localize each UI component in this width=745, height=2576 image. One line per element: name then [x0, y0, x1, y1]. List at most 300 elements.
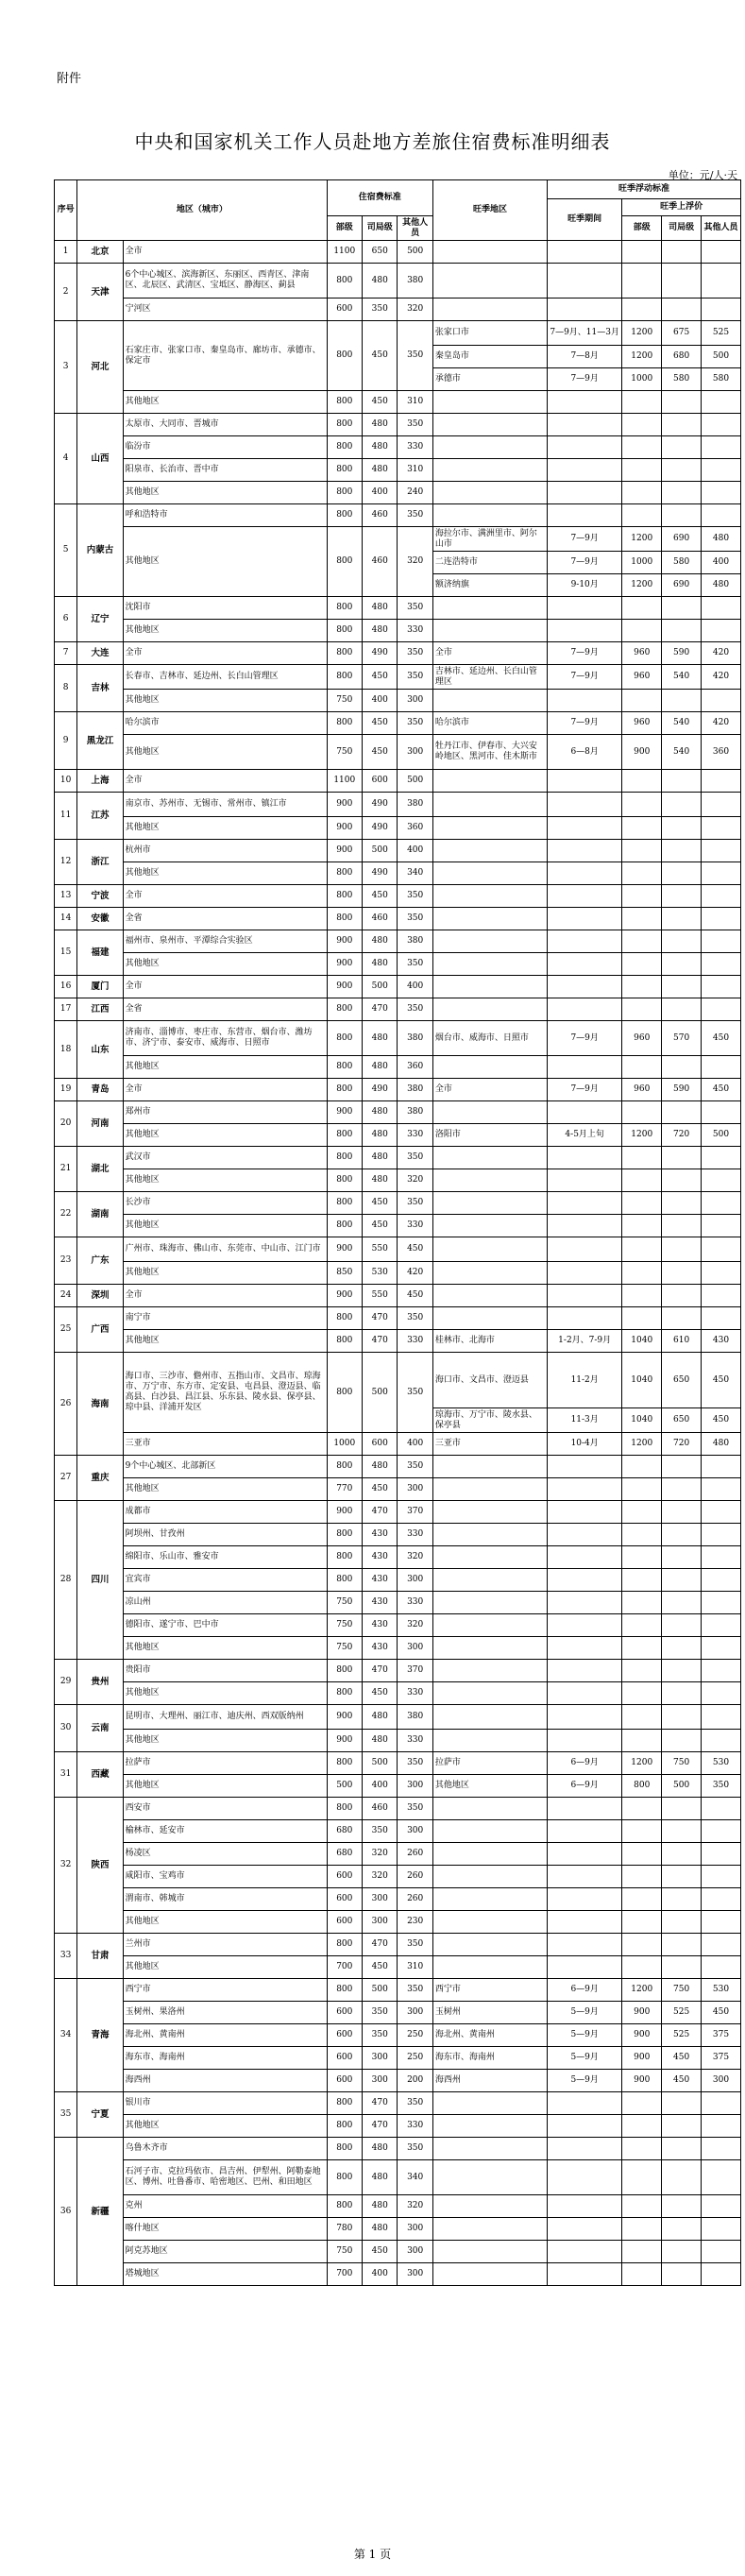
peak-bureau-rate-cell: 540: [662, 665, 702, 690]
peak-minister-rate-cell: [622, 793, 662, 817]
area-cell: 其他地区: [123, 620, 327, 642]
other-rate-cell: 260: [398, 1843, 432, 1866]
peak-bureau-rate-cell: [662, 1262, 702, 1285]
bureau-rate-cell: 450: [363, 2241, 398, 2263]
peak-region-cell: [432, 2218, 547, 2241]
area-cell: 其他地区: [123, 1262, 327, 1285]
peak-period-cell: [548, 1546, 622, 1569]
peak-other-rate-cell: 350: [702, 1775, 741, 1798]
bureau-rate-cell: 480: [363, 1021, 398, 1056]
peak-period-cell: 7—9月: [548, 368, 622, 391]
peak-other-rate-cell: [702, 1169, 741, 1192]
peak-bureau-rate-cell: [662, 930, 702, 953]
peak-period-cell: 7—9月: [548, 552, 622, 574]
peak-bureau-rate-cell: [662, 2092, 702, 2115]
peak-region-cell: [432, 1637, 547, 1660]
bureau-rate-cell: 480: [363, 2160, 398, 2195]
table-row: [55, 1934, 741, 1956]
peak-minister-rate-cell: [622, 1660, 662, 1682]
peak-period-cell: [548, 1215, 622, 1237]
peak-bureau-rate-cell: [662, 908, 702, 930]
minister-rate-cell: 800: [327, 1124, 362, 1147]
peak-period-cell: [548, 2263, 622, 2286]
peak-other-rate-cell: [702, 770, 741, 793]
table-row: [55, 1262, 741, 1285]
minister-rate-cell: 750: [327, 2241, 362, 2263]
area-cell: 银川市: [123, 2092, 327, 2115]
table-row: [55, 1124, 741, 1147]
peak-other-rate-cell: [702, 299, 741, 321]
peak-period-cell: [548, 998, 622, 1021]
peak-minister-rate-cell: [622, 1456, 662, 1478]
peak-period-cell: 5—9月: [548, 2047, 622, 2070]
area-cell: 全市: [123, 1079, 327, 1101]
bureau-rate-cell: 480: [363, 2195, 398, 2218]
other-rate-cell: 330: [398, 1524, 432, 1546]
seq-cell: 22: [55, 1192, 77, 1237]
peak-period-cell: [548, 1169, 622, 1192]
peak-period-cell: 5—9月: [548, 2070, 622, 2092]
peak-minister-rate-cell: [622, 1934, 662, 1956]
peak-bureau-rate-cell: 540: [662, 735, 702, 770]
table-row: [55, 241, 741, 264]
peak-bureau-rate-cell: [662, 840, 702, 862]
seq-cell: 18: [55, 1021, 77, 1079]
peak-other-rate-cell: 500: [702, 346, 741, 368]
table-row: [55, 2002, 741, 2024]
seq-cell: 5: [55, 504, 77, 597]
other-rate-cell: 380: [398, 930, 432, 953]
other-rate-cell: 300: [398, 2218, 432, 2241]
peak-period-cell: [548, 241, 622, 264]
peak-other-rate-cell: [702, 1614, 741, 1637]
bureau-rate-cell: 530: [363, 1262, 398, 1285]
peak-other-rate-cell: 530: [702, 1979, 741, 2002]
peak-other-rate-cell: 400: [702, 552, 741, 574]
peak-other-rate-cell: [702, 459, 741, 482]
peak-region-cell: [432, 482, 547, 504]
peak-other-rate-cell: [702, 1730, 741, 1752]
area-cell: 其他地区: [123, 735, 327, 770]
table-row: [55, 1888, 741, 1911]
table-row: [55, 620, 741, 642]
other-rate-cell: 200: [398, 2070, 432, 2092]
seq-cell: 31: [55, 1752, 77, 1798]
other-rate-cell: 250: [398, 2024, 432, 2047]
bureau-rate-cell: 650: [363, 241, 398, 264]
peak-region-cell: [432, 1843, 547, 1866]
peak-minister-rate-cell: [622, 1169, 662, 1192]
peak-region-cell: 秦皇岛市: [432, 346, 547, 368]
other-rate-cell: 340: [398, 862, 432, 885]
seq-cell: 32: [55, 1798, 77, 1934]
peak-other-rate-cell: [702, 620, 741, 642]
peak-period-cell: [548, 1798, 622, 1820]
peak-region-cell: 承德市: [432, 368, 547, 391]
peak-minister-rate-cell: [622, 1911, 662, 1934]
peak-bureau-rate-cell: [662, 998, 702, 1021]
peak-region-cell: 拉萨市: [432, 1752, 547, 1775]
other-rate-cell: 330: [398, 1730, 432, 1752]
peak-region-cell: [432, 1262, 547, 1285]
peak-other-rate-cell: 525: [702, 321, 741, 346]
header-lodging: 住宿费标准: [327, 180, 432, 216]
peak-minister-rate-cell: [622, 998, 662, 1021]
area-cell: 宜宾市: [123, 1569, 327, 1592]
minister-rate-cell: 800: [327, 1934, 362, 1956]
seq-cell: 26: [55, 1353, 77, 1456]
peak-minister-rate-cell: [622, 2138, 662, 2160]
peak-period-cell: [548, 1237, 622, 1262]
peak-bureau-rate-cell: [662, 264, 702, 299]
area-cell: 其他地区: [123, 1124, 327, 1147]
peak-other-rate-cell: 450: [702, 1079, 741, 1101]
minister-rate-cell: 800: [327, 1147, 362, 1169]
other-rate-cell: 230: [398, 1911, 432, 1934]
area-cell: 其他地区: [123, 1775, 327, 1798]
peak-minister-rate-cell: [622, 1730, 662, 1752]
peak-region-cell: [432, 998, 547, 1021]
peak-minister-rate-cell: [622, 504, 662, 527]
peak-minister-rate-cell: [622, 1546, 662, 1569]
other-rate-cell: 340: [398, 2160, 432, 2195]
table-row: [55, 482, 741, 504]
bureau-rate-cell: 320: [363, 1866, 398, 1888]
minister-rate-cell: 800: [327, 1456, 362, 1478]
bureau-rate-cell: 350: [363, 1820, 398, 1843]
bureau-rate-cell: 490: [363, 817, 398, 840]
area-cell: 广州市、珠海市、佛山市、东莞市、中山市、江门市: [123, 1237, 327, 1262]
peak-region-cell: [432, 414, 547, 436]
table-row: [55, 665, 741, 690]
table-row: [55, 1660, 741, 1682]
table-row: [55, 840, 741, 862]
area-cell: 石家庄市、张家口市、秦皇岛市、廊坊市、承德市、保定市: [123, 321, 327, 391]
table-row: [55, 930, 741, 953]
table-row: [55, 1169, 741, 1192]
peak-other-rate-cell: [702, 1682, 741, 1705]
other-rate-cell: 350: [398, 1147, 432, 1169]
seq-cell: 10: [55, 770, 77, 793]
area-cell: 其他地区: [123, 1730, 327, 1752]
peak-minister-rate-cell: 1200: [622, 1752, 662, 1775]
province-cell: 浙江: [77, 840, 123, 885]
peak-region-cell: [432, 1169, 547, 1192]
province-cell: 江苏: [77, 793, 123, 840]
minister-rate-cell: 800: [327, 1798, 362, 1820]
table-row: [55, 1798, 741, 1820]
peak-minister-rate-cell: [622, 840, 662, 862]
area-cell: 咸阳市、宝鸡市: [123, 1866, 327, 1888]
bureau-rate-cell: 430: [363, 1592, 398, 1614]
area-cell: 阳泉市、长治市、晋中市: [123, 459, 327, 482]
peak-bureau-rate-cell: 720: [662, 1124, 702, 1147]
header-peak-period: 旺季期间: [548, 199, 622, 241]
other-rate-cell: 420: [398, 1262, 432, 1285]
seq-cell: 27: [55, 1456, 77, 1501]
area-cell: 其他地区: [123, 1215, 327, 1237]
peak-period-cell: 6—9月: [548, 1752, 622, 1775]
table-row: [55, 712, 741, 735]
bureau-rate-cell: 470: [363, 2115, 398, 2138]
peak-minister-rate-cell: [622, 1614, 662, 1637]
peak-bureau-rate-cell: [662, 793, 702, 817]
peak-bureau-rate-cell: [662, 299, 702, 321]
peak-period-cell: [548, 908, 622, 930]
bureau-rate-cell: 450: [363, 712, 398, 735]
bureau-rate-cell: 450: [363, 735, 398, 770]
peak-other-rate-cell: [702, 241, 741, 264]
peak-other-rate-cell: 420: [702, 665, 741, 690]
peak-period-cell: [548, 2115, 622, 2138]
peak-other-rate-cell: [702, 1147, 741, 1169]
peak-region-cell: [432, 862, 547, 885]
peak-region-cell: [432, 1614, 547, 1637]
peak-region-cell: [432, 1682, 547, 1705]
bureau-rate-cell: 470: [363, 1501, 398, 1524]
other-rate-cell: 500: [398, 241, 432, 264]
peak-region-cell: 海北州、黄南州: [432, 2024, 547, 2047]
peak-other-rate-cell: 375: [702, 2047, 741, 2070]
other-rate-cell: 350: [398, 998, 432, 1021]
peak-other-rate-cell: [702, 2092, 741, 2115]
minister-rate-cell: 900: [327, 1730, 362, 1752]
peak-bureau-rate-cell: [662, 770, 702, 793]
peak-bureau-rate-cell: [662, 1237, 702, 1262]
province-cell: 广东: [77, 1237, 123, 1285]
other-rate-cell: 250: [398, 2047, 432, 2070]
peak-bureau-rate-cell: 680: [662, 346, 702, 368]
peak-region-cell: 海西州: [432, 2070, 547, 2092]
seq-cell: 25: [55, 1307, 77, 1353]
peak-period-cell: 5—9月: [548, 2024, 622, 2047]
peak-minister-rate-cell: 1200: [622, 321, 662, 346]
seq-cell: 30: [55, 1705, 77, 1752]
area-cell: 全市: [123, 1285, 327, 1307]
table-row: [55, 908, 741, 930]
other-rate-cell: 450: [398, 1237, 432, 1262]
other-rate-cell: 350: [398, 1192, 432, 1215]
peak-region-cell: [432, 1524, 547, 1546]
province-cell: 宁夏: [77, 2092, 123, 2138]
other-rate-cell: 400: [398, 840, 432, 862]
peak-region-cell: [432, 1546, 547, 1569]
area-cell: 杭州市: [123, 840, 327, 862]
minister-rate-cell: 800: [327, 665, 362, 690]
area-cell: 哈尔滨市: [123, 712, 327, 735]
province-cell: 贵州: [77, 1660, 123, 1705]
table-row: [55, 1705, 741, 1730]
peak-period-cell: 11-2月: [548, 1353, 622, 1408]
minister-rate-cell: 750: [327, 690, 362, 712]
peak-bureau-rate-cell: 650: [662, 1408, 702, 1433]
province-cell: 山西: [77, 414, 123, 504]
area-cell: 呼和浩特市: [123, 504, 327, 527]
minister-rate-cell: 800: [327, 1079, 362, 1101]
peak-region-cell: [432, 436, 547, 459]
bureau-rate-cell: 460: [363, 527, 398, 597]
minister-rate-cell: 800: [327, 597, 362, 620]
table-row: [55, 998, 741, 1021]
area-cell: 其他地区: [123, 527, 327, 597]
peak-period-cell: [548, 1592, 622, 1614]
minister-rate-cell: 900: [327, 1501, 362, 1524]
peak-region-cell: [432, 2241, 547, 2263]
peak-period-cell: 5—9月: [548, 2002, 622, 2024]
peak-bureau-rate-cell: 675: [662, 321, 702, 346]
peak-period-cell: 6—9月: [548, 1979, 622, 2002]
table-row: [55, 1637, 741, 1660]
province-cell: 厦门: [77, 976, 123, 998]
peak-period-cell: [548, 1660, 622, 1682]
other-rate-cell: 300: [398, 2241, 432, 2263]
peak-period-cell: 7—9月: [548, 712, 622, 735]
minister-rate-cell: 800: [327, 1330, 362, 1353]
seq-cell: 3: [55, 321, 77, 414]
peak-minister-rate-cell: [622, 391, 662, 414]
table-row: [55, 1353, 741, 1408]
peak-bureau-rate-cell: [662, 1101, 702, 1124]
peak-period-cell: [548, 1888, 622, 1911]
peak-other-rate-cell: [702, 1637, 741, 1660]
peak-period-cell: [548, 1262, 622, 1285]
minister-rate-cell: 900: [327, 1237, 362, 1262]
table-row: [55, 2024, 741, 2047]
other-rate-cell: 350: [398, 414, 432, 436]
peak-region-cell: [432, 1307, 547, 1330]
peak-other-rate-cell: 300: [702, 2070, 741, 2092]
peak-bureau-rate-cell: [662, 1478, 702, 1501]
peak-period-cell: [548, 1501, 622, 1524]
peak-other-rate-cell: [702, 1307, 741, 1330]
peak-region-cell: [432, 2160, 547, 2195]
bureau-rate-cell: 320: [363, 1843, 398, 1866]
peak-period-cell: 7—9月、11—3月: [548, 321, 622, 346]
bureau-rate-cell: 450: [363, 1215, 398, 1237]
area-cell: 全市: [123, 885, 327, 908]
peak-period-cell: [548, 2138, 622, 2160]
seq-cell: 12: [55, 840, 77, 885]
peak-minister-rate-cell: [622, 1798, 662, 1820]
bureau-rate-cell: 430: [363, 1524, 398, 1546]
peak-period-cell: [548, 459, 622, 482]
seq-cell: 11: [55, 793, 77, 840]
other-rate-cell: 380: [398, 793, 432, 817]
other-rate-cell: 370: [398, 1501, 432, 1524]
area-cell: 绵阳市、乐山市、雅安市: [123, 1546, 327, 1569]
peak-minister-rate-cell: [622, 976, 662, 998]
peak-minister-rate-cell: [622, 1524, 662, 1546]
seq-cell: 8: [55, 665, 77, 712]
peak-minister-rate-cell: [622, 770, 662, 793]
minister-rate-cell: 1100: [327, 770, 362, 793]
peak-period-cell: [548, 1569, 622, 1592]
peak-minister-rate-cell: 960: [622, 1021, 662, 1056]
peak-other-rate-cell: [702, 1501, 741, 1524]
peak-region-cell: [432, 2263, 547, 2286]
peak-period-cell: [548, 1478, 622, 1501]
other-rate-cell: 350: [398, 1752, 432, 1775]
peak-period-cell: [548, 1456, 622, 1478]
peak-region-cell: [432, 597, 547, 620]
peak-region-cell: 桂林市、北海市: [432, 1330, 547, 1353]
peak-period-cell: [548, 1866, 622, 1888]
minister-rate-cell: 900: [327, 953, 362, 976]
peak-bureau-rate-cell: [662, 414, 702, 436]
peak-bureau-rate-cell: [662, 620, 702, 642]
peak-bureau-rate-cell: [662, 1056, 702, 1079]
bureau-rate-cell: 480: [363, 620, 398, 642]
peak-other-rate-cell: [702, 1456, 741, 1478]
table-row: [55, 735, 741, 770]
peak-period-cell: [548, 1056, 622, 1079]
province-cell: 内蒙古: [77, 504, 123, 597]
peak-period-cell: [548, 840, 622, 862]
area-cell: 海北州、黄南州: [123, 2024, 327, 2047]
bureau-rate-cell: 430: [363, 1614, 398, 1637]
table-row: [55, 2070, 741, 2092]
other-rate-cell: 330: [398, 1682, 432, 1705]
minister-rate-cell: 900: [327, 1285, 362, 1307]
peak-other-rate-cell: [702, 1866, 741, 1888]
table-row: [55, 1501, 741, 1524]
seq-cell: 33: [55, 1934, 77, 1979]
header-peak-bureau: 司局级: [662, 216, 702, 241]
area-cell: 临汾市: [123, 436, 327, 459]
seq-cell: 16: [55, 976, 77, 998]
province-cell: 吉林: [77, 665, 123, 712]
table-row: [55, 862, 741, 885]
area-cell: 全市: [123, 241, 327, 264]
peak-region-cell: [432, 908, 547, 930]
other-rate-cell: 450: [398, 1285, 432, 1307]
seq-cell: 21: [55, 1147, 77, 1192]
minister-rate-cell: 800: [327, 712, 362, 735]
area-cell: 德阳市、遂宁市、巴中市: [123, 1614, 327, 1637]
area-cell: 榆林市、延安市: [123, 1820, 327, 1843]
table-row: [55, 504, 741, 527]
peak-region-cell: [432, 1705, 547, 1730]
other-rate-cell: 300: [398, 2002, 432, 2024]
peak-bureau-rate-cell: [662, 1934, 702, 1956]
bureau-rate-cell: 500: [363, 1353, 398, 1433]
peak-bureau-rate-cell: [662, 953, 702, 976]
area-cell: 克州: [123, 2195, 327, 2218]
peak-minister-rate-cell: 1200: [622, 1433, 662, 1456]
peak-bureau-rate-cell: 450: [662, 2047, 702, 2070]
table-row: [55, 2263, 741, 2286]
minister-rate-cell: 750: [327, 1637, 362, 1660]
peak-period-cell: 7—9月: [548, 642, 622, 665]
peak-minister-rate-cell: 1200: [622, 1124, 662, 1147]
table-row: [55, 642, 741, 665]
other-rate-cell: 310: [398, 459, 432, 482]
peak-other-rate-cell: [702, 414, 741, 436]
header-region: 地区（城市）: [77, 180, 327, 241]
bureau-rate-cell: 480: [363, 1124, 398, 1147]
table-row: [55, 1752, 741, 1775]
peak-minister-rate-cell: [622, 264, 662, 299]
peak-other-rate-cell: 360: [702, 735, 741, 770]
other-rate-cell: 300: [398, 690, 432, 712]
peak-bureau-rate-cell: 750: [662, 1979, 702, 2002]
peak-other-rate-cell: [702, 862, 741, 885]
peak-region-cell: [432, 1056, 547, 1079]
peak-bureau-rate-cell: [662, 2138, 702, 2160]
minister-rate-cell: 900: [327, 1101, 362, 1124]
peak-region-cell: 全市: [432, 642, 547, 665]
other-rate-cell: 330: [398, 1215, 432, 1237]
